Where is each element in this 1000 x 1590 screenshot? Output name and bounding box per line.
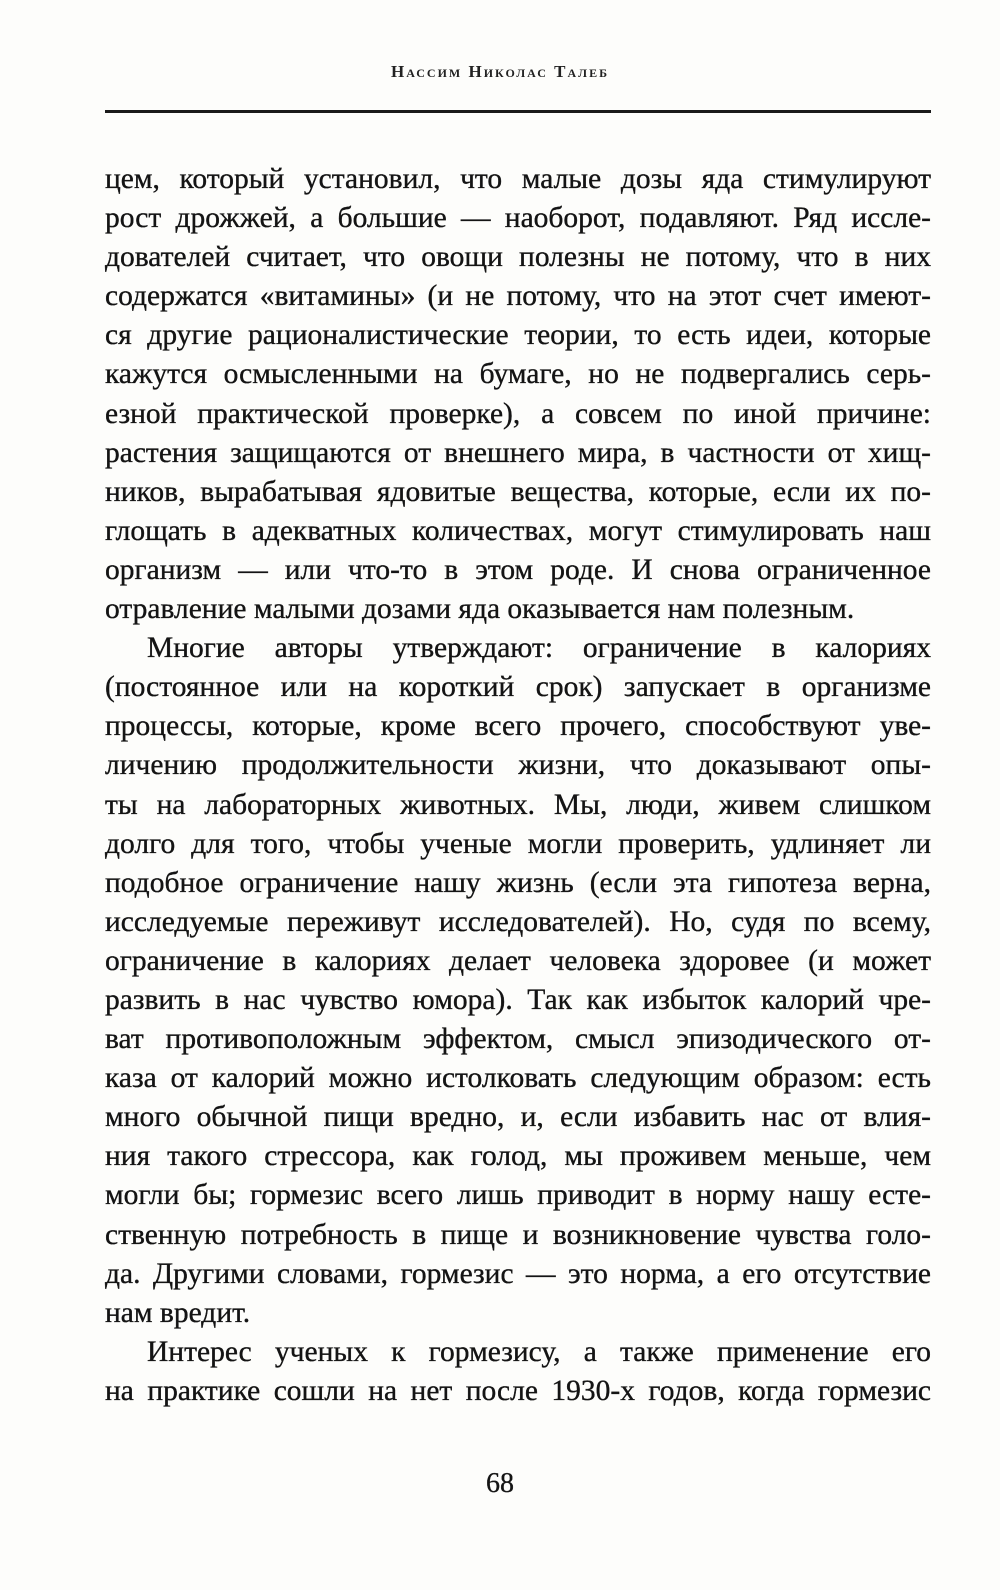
- page-body: [105, 160, 931, 1411]
- text-line: Интерес ученых к гормезису, а также применение его: [147, 1335, 931, 1368]
- text-line: организм — или что-то в этом роде. И снова ограниченное: [105, 553, 931, 586]
- text-line: нам вредит.: [105, 1296, 251, 1329]
- paragraph: [105, 1333, 931, 1411]
- text-line: исследуемые переживут исследователей). Но, судя по всему,: [105, 905, 931, 938]
- text-line: могли бы; гормезис всего лишь приводит в норму нашу есте-: [105, 1179, 931, 1212]
- text-line: (постоянное или на короткий срок) запускает в организме: [105, 671, 931, 704]
- text-line: рост дрожжей, а большие — наоборот, подавляют. Ряд иссле-: [105, 202, 931, 235]
- text-line: ограничение в калориях делает человека здоровее (и может: [105, 944, 931, 977]
- header-rule: [105, 110, 931, 113]
- text-line: ты на лабораторных животных. Мы, люди, живем слишком: [105, 788, 931, 821]
- text-line: дователей считает, что овощи полезны не потому, что в них: [105, 241, 931, 274]
- text-line: содержатся «витамины» (и не потому, что на этот счет имеют-: [105, 280, 931, 313]
- paragraph: [105, 160, 931, 629]
- text-line: на практике сошли на нет после 1930-х годов, когда гормезис: [105, 1374, 931, 1407]
- text-line: ния такого стрессора, как голод, мы проживем меньше, чем: [105, 1140, 931, 1173]
- text-line: личению продолжительности жизни, что доказывают опы-: [105, 749, 931, 782]
- text-line: отравление малыми дозами яда оказывается нам полезным.: [105, 593, 855, 626]
- text-line: цем, который установил, что малые дозы яда стимулируют: [105, 163, 931, 195]
- text-line: ся другие рационалистические теории, то есть идеи, которые: [105, 319, 931, 352]
- text-line: Многие авторы утверждают: ограничение в калориях: [147, 632, 931, 665]
- text-line: ственную потребность в пище и возникновение чувства голо-: [105, 1218, 931, 1251]
- page-number: 68: [486, 1468, 514, 1499]
- text-line: езной практической проверке), а совсем по иной причине:: [105, 397, 931, 430]
- text-line: развить в нас чувство юмора). Так как избыток калорий чре-: [105, 983, 931, 1016]
- text-line: долго для того, чтобы ученые могли проверить, удлиняет ли: [105, 827, 931, 860]
- text-line: ников, вырабатывая ядовитые вещества, которые, если их по-: [105, 475, 931, 508]
- paragraph: [105, 629, 931, 1333]
- text-line: подобное ограничение нашу жизнь (если эта гипотеза верна,: [105, 866, 931, 899]
- text-line: каза от калорий можно истолковать следующим образом: есть: [105, 1062, 931, 1095]
- running-header: Нассим Николас Талеб: [390, 62, 610, 81]
- text-line: кажутся осмысленными на бумаге, но не подвергались серь-: [105, 358, 931, 391]
- text-line: ват противоположным эффектом, смысл эпизодического от-: [105, 1023, 931, 1056]
- text-line: растения защищаются от внешнего мира, в частности от хищ-: [105, 436, 931, 469]
- text-line: процессы, которые, кроме всего прочего, способствуют уве-: [105, 710, 931, 743]
- text-line: глощать в адекватных количествах, могут стимулировать наш: [105, 514, 931, 547]
- text-line: много обычной пищи вредно, и, если избавить нас от влия-: [105, 1101, 931, 1134]
- text-line: да. Другими словами, гормезис — это норма, а его отсутствие: [105, 1257, 931, 1290]
